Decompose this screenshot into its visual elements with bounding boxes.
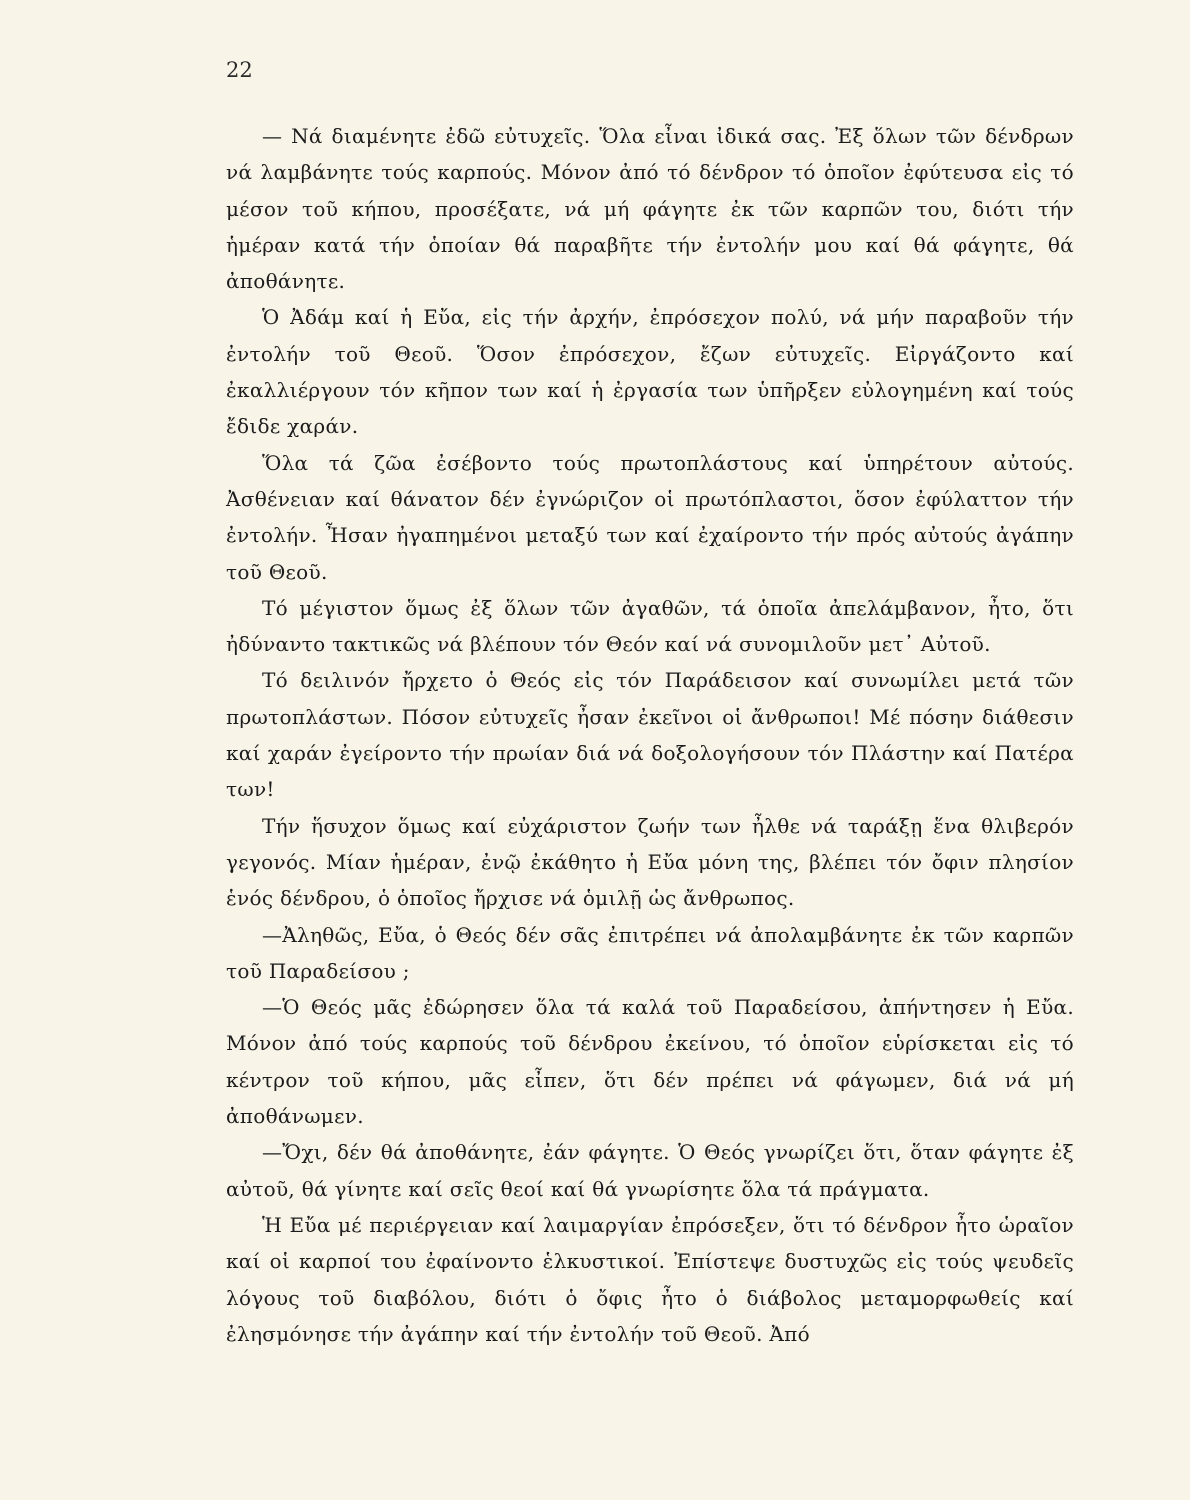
page-number: 22 [226,58,253,82]
paragraph: —Ὁ Θεός μᾶς ἐδώρησεν ὅλα τά καλά τοῦ Παραδείσου, ἀπήντησεν ἡ Εὔα. Μόνον ἀπό τούς καρπούς τοῦ δένδρου ἐκείνου, τό ὁποῖον εὑρίσκεται εἰς τό κέντρον τοῦ κήπου, μᾶς εἶπεν, ὅτι δέν πρέπει νά φάγωμεν, διά νά μή ἀποθάνωμεν. [226,995,1074,1129]
paragraph: Τό δειλινόν ἤρχετο ὁ Θεός εἰς τόν Παράδεισον καί συνωμίλει μετά τῶν πρωτοπλάστων. Πόσον εὐτυχεῖς ἦσαν ἐκεῖνοι οἱ ἄνθρωποι! Μέ πόσην διάθεσιν καί χαράν ἐγείροντο τήν πρωίαν διά νά δοξολογήσουν τόν Πλάστην καί Πατέρα των! [226,668,1074,802]
paragraph: — Νά διαμένητε ἐδῶ εὐτυχεῖς. Ὅλα εἶναι ἰδικά σας. Ἐξ ὅλων τῶν δένδρων νά λαμβάνητε τούς καρπούς. Μόνον ἀπό τό δένδρον τό ὁποῖον ἐφύτευσα εἰς τό μέσον τοῦ κήπου, προσέξατε, νά μή φάγητε ἐκ τῶν καρπῶν του, διότι τήν ἡμέραν κατά τήν ὁποίαν θά παραβῆτε τήν ἐντολήν μου καί θά φάγητε, θά ἀποθάνητε. [226,124,1074,294]
paragraph: —Ἀληθῶς, Εὔα, ὁ Θεός δέν σᾶς ἐπιτρέπει νά ἀπολαμβάνητε ἐκ τῶν καρπῶν τοῦ Παραδείσου ; [226,922,1074,983]
paragraph: Ὅλα τά ζῶα ἐσέβοντο τούς πρωτοπλάστους καί ὑπηρέτουν αὐτούς. Ἀσθένειαν καί θάνατον δέν ἐγνώριζον οἱ πρωτόπλαστοι, ὅσον ἐφύλαττον τήν ἐντολήν. Ἦσαν ἠγαπημένοι μεταξύ των καί ἐχαίροντο τήν πρός αὐτούς ἀγάπην τοῦ Θεοῦ. [226,450,1074,584]
body-text [226,118,1074,1352]
paragraph: —Ὄχι, δέν θά ἀποθάνητε, ἐάν φάγητε. Ὁ Θεός γνωρίζει ὅτι, ὅταν φάγητε ἐξ αὐτοῦ, θά γίνητε καί σεῖς θεοί καί θά γνωρίσητε ὅλα τά πράγματα. [226,1140,1074,1201]
paragraph: Τό μέγιστον ὅμως ἐξ ὅλων τῶν ἀγαθῶν, τά ὁποῖα ἀπελάμβανον, ἦτο, ὅτι ἠδύναντο τακτικῶς νά βλέπουν τόν Θεόν καί νά συνομιλοῦν μετ᾽ Αὐτοῦ. [226,595,1074,657]
paragraph: Ὁ Ἀδάμ καί ἡ Εὔα, εἰς τήν ἀρχήν, ἐπρόσεχον πολύ, νά μήν παραβοῦν τήν ἐντολήν τοῦ Θεοῦ. Ὅσον ἐπρόσεχον, ἔζων εὐτυχεῖς. Εἰργάζοντο καί ἐκαλλιέργουν τόν κῆπον των καί ἡ ἐργασία των ὑπῆρξεν εὐλογημένη καί τούς ἔδιδε χαράν. [226,305,1074,439]
paragraph: Τήν ἥσυχον ὅμως καί εὐχάριστον ζωήν των ἦλθε νά ταράξῃ ἕνα θλιβερόν γεγονός. Μίαν ἡμέραν, ἐνῷ ἐκάθητο ἡ Εὔα μόνη της, βλέπει τόν ὄφιν πλησίον ἑνός δένδρου, ὁ ὁποῖος ἤρχισε νά ὁμιλῇ ὡς ἄνθρωπος. [226,813,1074,911]
paragraph: Ἡ Εὔα μέ περιέργειαν καί λαιμαργίαν ἐπρόσεξεν, ὅτι τό δένδρον ἦτο ὡραῖον καί οἱ καρποί του ἐφαίνοντο ἑλκυστικοί. Ἐπίστεψε δυστυχῶς εἰς τούς ψευδεῖς λόγους τοῦ διαβόλου, διότι ὁ ὄφις ἦτο ὁ διάβολος μεταμορφωθείς καί ἐλησμόνησε τήν ἀγάπην καί τήν ἐντολήν τοῦ Θεοῦ. Ἀπό [226,1212,1074,1346]
